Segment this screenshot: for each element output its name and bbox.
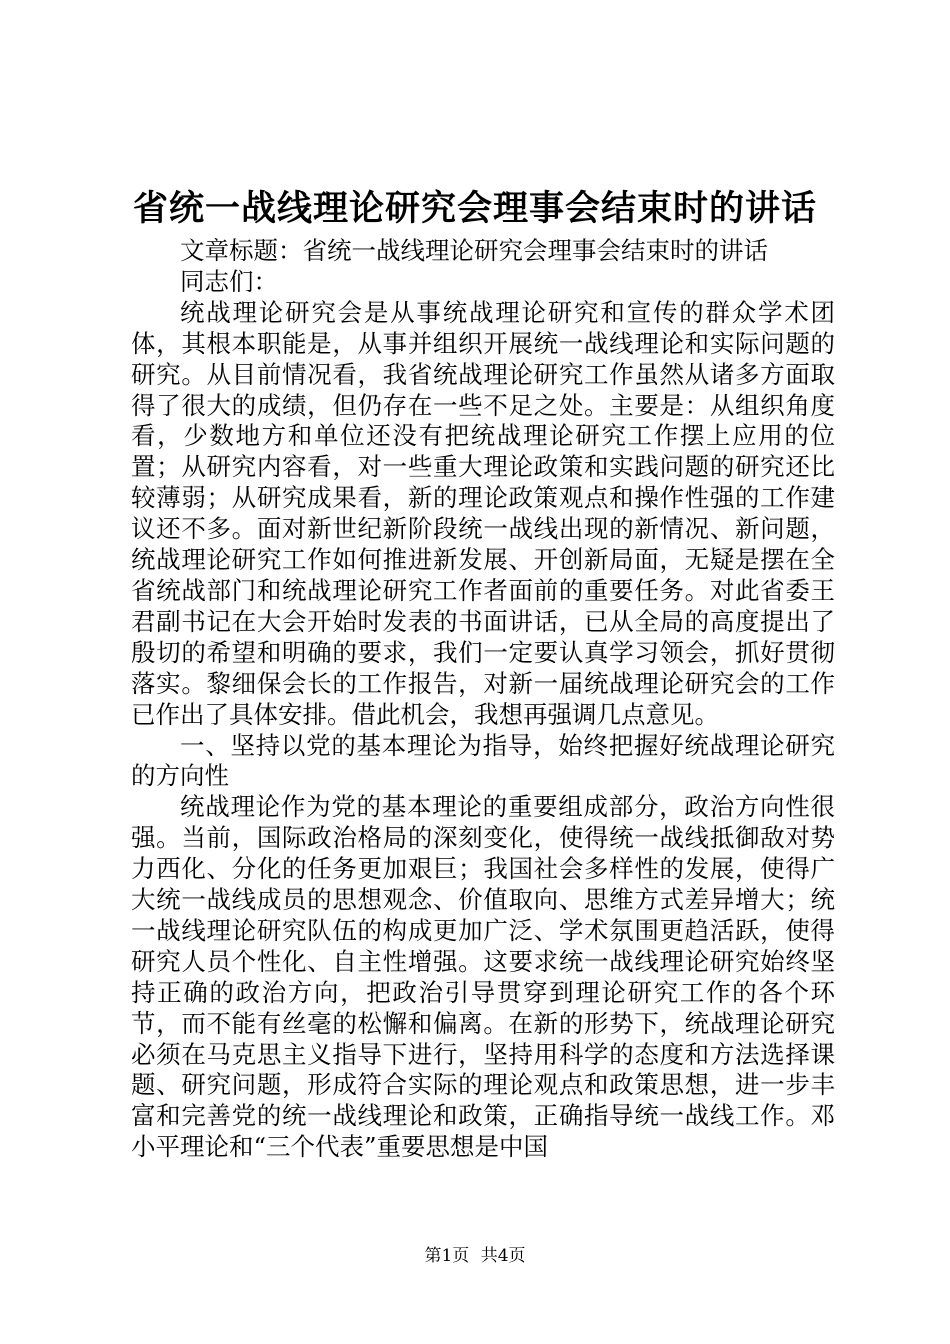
salutation: 同志们：: [180, 266, 278, 296]
page-footer: [0, 1244, 950, 1268]
page-total: 共4页: [480, 1246, 526, 1266]
document-body: [131, 236, 835, 1163]
body-paragraph: 统战理论作为党的基本理论的重要组成部分，政治方向性很强。当前，国际政治格局的深刻变化，使得统一战线抵御敌对势力西化、分化的任务更加艰巨；我国社会多样性的发展，使得广大统一战线成员的思想观念、价值取向、思维方式差异增大；统一战线理论研究队伍的构成更加广泛、学术氛围更趋活跃，使得研究人员个性化、自主性增强。这要求统一战线理论研究始终坚持正确的政治方向，把政治引导贯穿到理论研究工作的各个环节，而不能有丝毫的松懈和偏离。在新的形势下，统战理论研究必须在马克思主义指导下进行，坚持用科学的态度和方法选择课题、研究问题，形成符合实际的理论观点和政策思想，进一步丰富和完善党的统一战线理论和政策，正确指导统一战线工作。邓小平理论和“三个代表”重要思想是中国: [131, 792, 835, 1162]
section-heading: 一、坚持以党的基本理论为指导，始终把握好统战理论研究的方向性: [131, 730, 835, 791]
article-title-line: 文章标题：省统一战线理论研究会理事会结束时的讲话: [180, 236, 768, 265]
page-number: 第1页: [424, 1246, 470, 1266]
document-title: 省统一战线理论研究会理事会结束时的讲话: [132, 188, 817, 229]
body-paragraph: 统战理论研究会是从事统战理论研究和宣传的群众学术团体，其根本职能是，从事并组织开展统一战线理论和实际问题的研究。从目前情况看，我省统战理论研究工作虽然从诸多方面取得了很大的成绩，但仍存在一些不足之处。主要是：从组织角度看，少数地方和单位还没有把统战理论研究工作摆上应用的位置；从研究内容看，对一些重大理论政策和实践问题的研究还比较薄弱；从研究成果看，新的理论政策观点和操作性强的工作建议还不多。面对新世纪新阶段统一战线出现的新情况、新问题，统战理论研究工作如何推进新发展、开创新局面，无疑是摆在全省统战部门和统战理论研究工作者面前的重要任务。对此省委王君副书记在大会开始时发表的书面讲话，已从全局的高度提出了殷切的希望和明确的要求，我们一定要认真学习领会，抓好贯彻落实。黎细保会长的工作报告，对新一届统战理论研究会的工作已作出了具体安排。借此机会，我想再强调几点意见。: [131, 297, 835, 729]
